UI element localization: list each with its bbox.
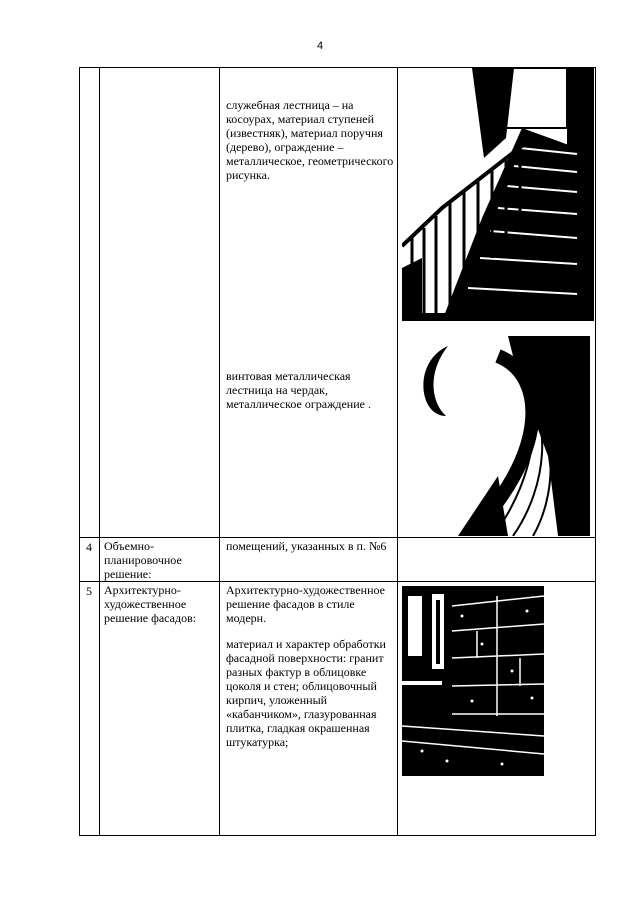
spiral-staircase-photo [398,336,590,536]
page-number: 4 [316,40,324,52]
row-photo-cell [398,68,596,538]
row-number-cell: 4 [80,538,100,582]
facade-materials-text: материал и характер обработки фасадной поверхности: гранит разных фактур в облицовке цоколя и стен; облицовочный кирпич, уложенный «кабанчиком», глазурованная плитка, гладкая окрашенная штукатурка; [226,637,386,749]
row-photo-cell [398,538,596,582]
row-number-cell: 5 [80,582,100,836]
row-name-cell: Объемно-планировочное решение: [100,538,220,582]
service-staircase-text: служебная лестница – на косоурах, материал ступеней (известняк), материал поручня (дерево), ограждение – металлическое, геометрического рисунка. [226,98,394,182]
row-description-cell [220,68,398,538]
service-staircase-photo [402,68,594,321]
table-row [80,68,596,538]
row-description-cell [220,582,398,836]
row-description-cell: помещений, указанных в п. №6 [220,538,398,582]
spiral-staircase-text: винтовая металлическая лестница на чердак, металлическое ограждение . [226,369,371,411]
row-name-cell: Архитектурно-художественное решение фасадов: [100,582,220,836]
row-number-cell [80,68,100,538]
row-name-cell [100,68,220,538]
facade-photo [402,586,544,776]
facade-style-text: Архитектурно-художественное решение фасадов в стиле модерн. [226,583,385,625]
table-row [80,538,596,582]
row-photo-cell [398,582,596,836]
data-table [79,67,596,836]
table-row [80,582,596,836]
